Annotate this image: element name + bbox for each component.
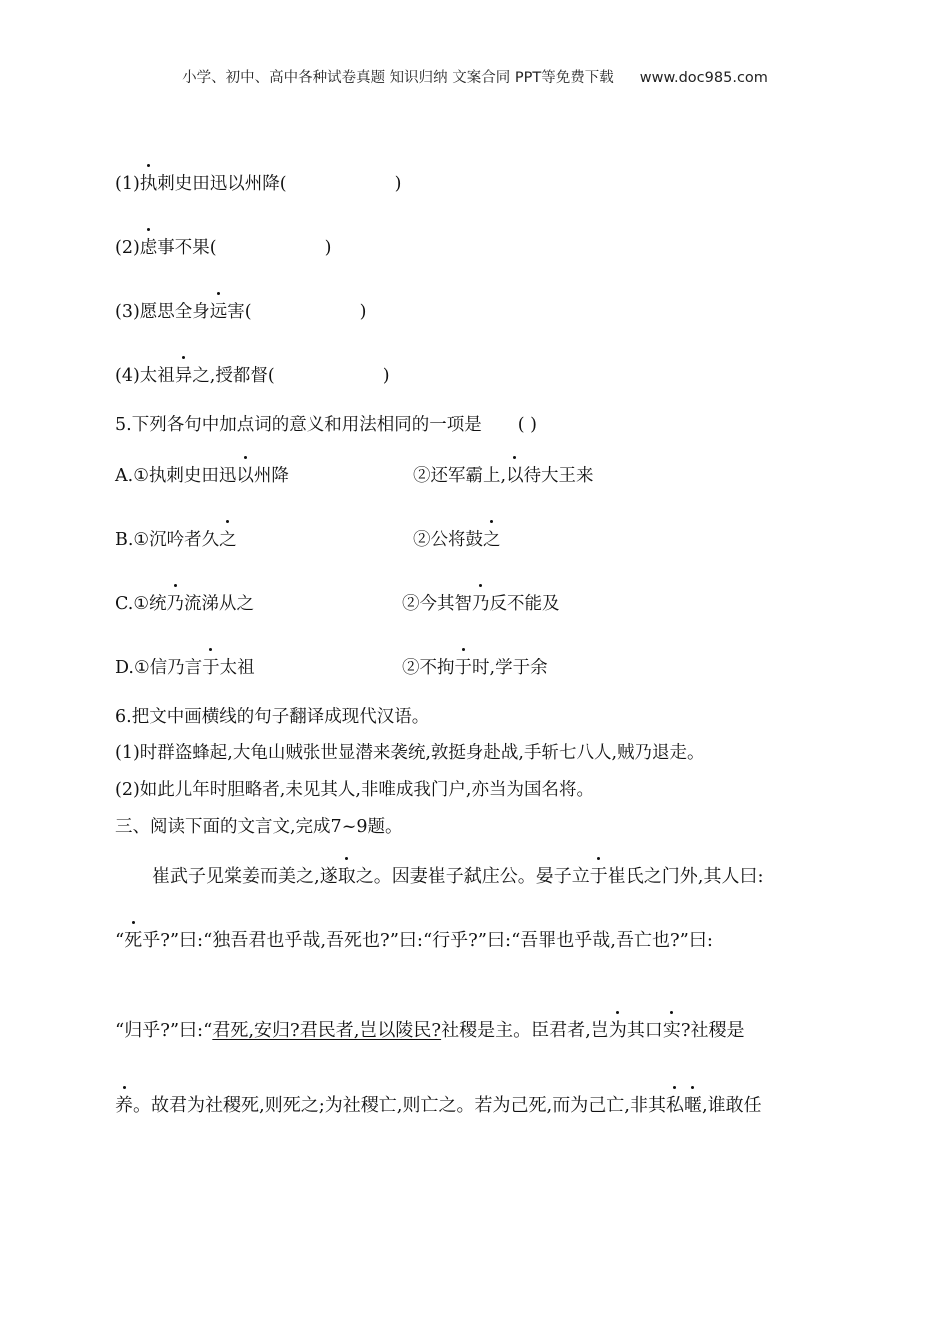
- q5-option-d2: ②不拘于时,学于余: [402, 658, 548, 678]
- header-text: 小学、初中、高中各种试卷真题 知识归纳 文案合同 PPT等免费下载: [182, 70, 614, 86]
- q5-option-a1: A.①执刺史田迅以州降: [115, 466, 289, 486]
- q4-item-2: (2)虑事不果( ): [115, 238, 332, 258]
- q5-option-a2: ②还军霸上,以待大王来: [413, 466, 594, 486]
- q5-option-b2: ②公将鼓之: [413, 530, 501, 550]
- passage-line-4: 养。故君为社稷死,则死之;为社稷亡,则亡之。若为己死,而为己亡,非其私暱,谁敢任: [115, 1095, 762, 1116]
- q4-item-3: (3)愿思全身远害( ): [115, 302, 367, 322]
- section3-title: 三、阅读下面的文言文,完成7~9题。: [115, 817, 403, 837]
- passage-line-1: 崔武子见棠姜而美之,遂取之。因妻崔子弑庄公。晏子立于崔氏之门外,其人曰:: [152, 866, 764, 887]
- q5-stem: 5.下列各句中加点词的意义和用法相同的一项是 ( ): [115, 415, 537, 435]
- q6-sentence-1: (1)时群盗蜂起,大龟山贼张世显潜来袭统,敦挺身赴战,手斩七八人,贼乃退走。: [115, 743, 705, 763]
- page-header: [0, 66, 950, 87]
- q6-stem: 6.把文中画横线的句子翻译成现代汉语。: [115, 707, 430, 727]
- q4-item-4: (4)太祖异之,授都督( ): [115, 366, 390, 386]
- q6-sentence-2: (2)如此儿年时胆略者,未见其人,非唯成我门户,亦当为国名将。: [115, 780, 594, 800]
- q5-option-b1: B.①沉吟者久之: [115, 530, 237, 550]
- header-site: www.doc985.com: [639, 70, 768, 86]
- q4-item-1: (1)执刺史田迅以州降( ): [115, 174, 402, 194]
- q5-option-c1: C.①统乃流涕从之: [115, 594, 255, 614]
- underlined-sentence: 君死,安归?君民者,岂以陵民?: [212, 1020, 442, 1041]
- passage-line-3: “归乎?”曰:“君死,安归?君民者,岂以陵民?社稷是主。臣君者,岂为其口实?社稷是: [115, 1020, 745, 1041]
- q5-option-c2: ②今其智乃反不能及: [402, 594, 560, 614]
- q5-option-d1: D.①信乃言于太祖: [115, 658, 255, 678]
- passage-line-2: “死乎?”曰:“独吾君也乎哉,吾死也?”曰:“行乎?”曰:“吾罪也乎哉,吾亡也?”曰:: [115, 930, 713, 951]
